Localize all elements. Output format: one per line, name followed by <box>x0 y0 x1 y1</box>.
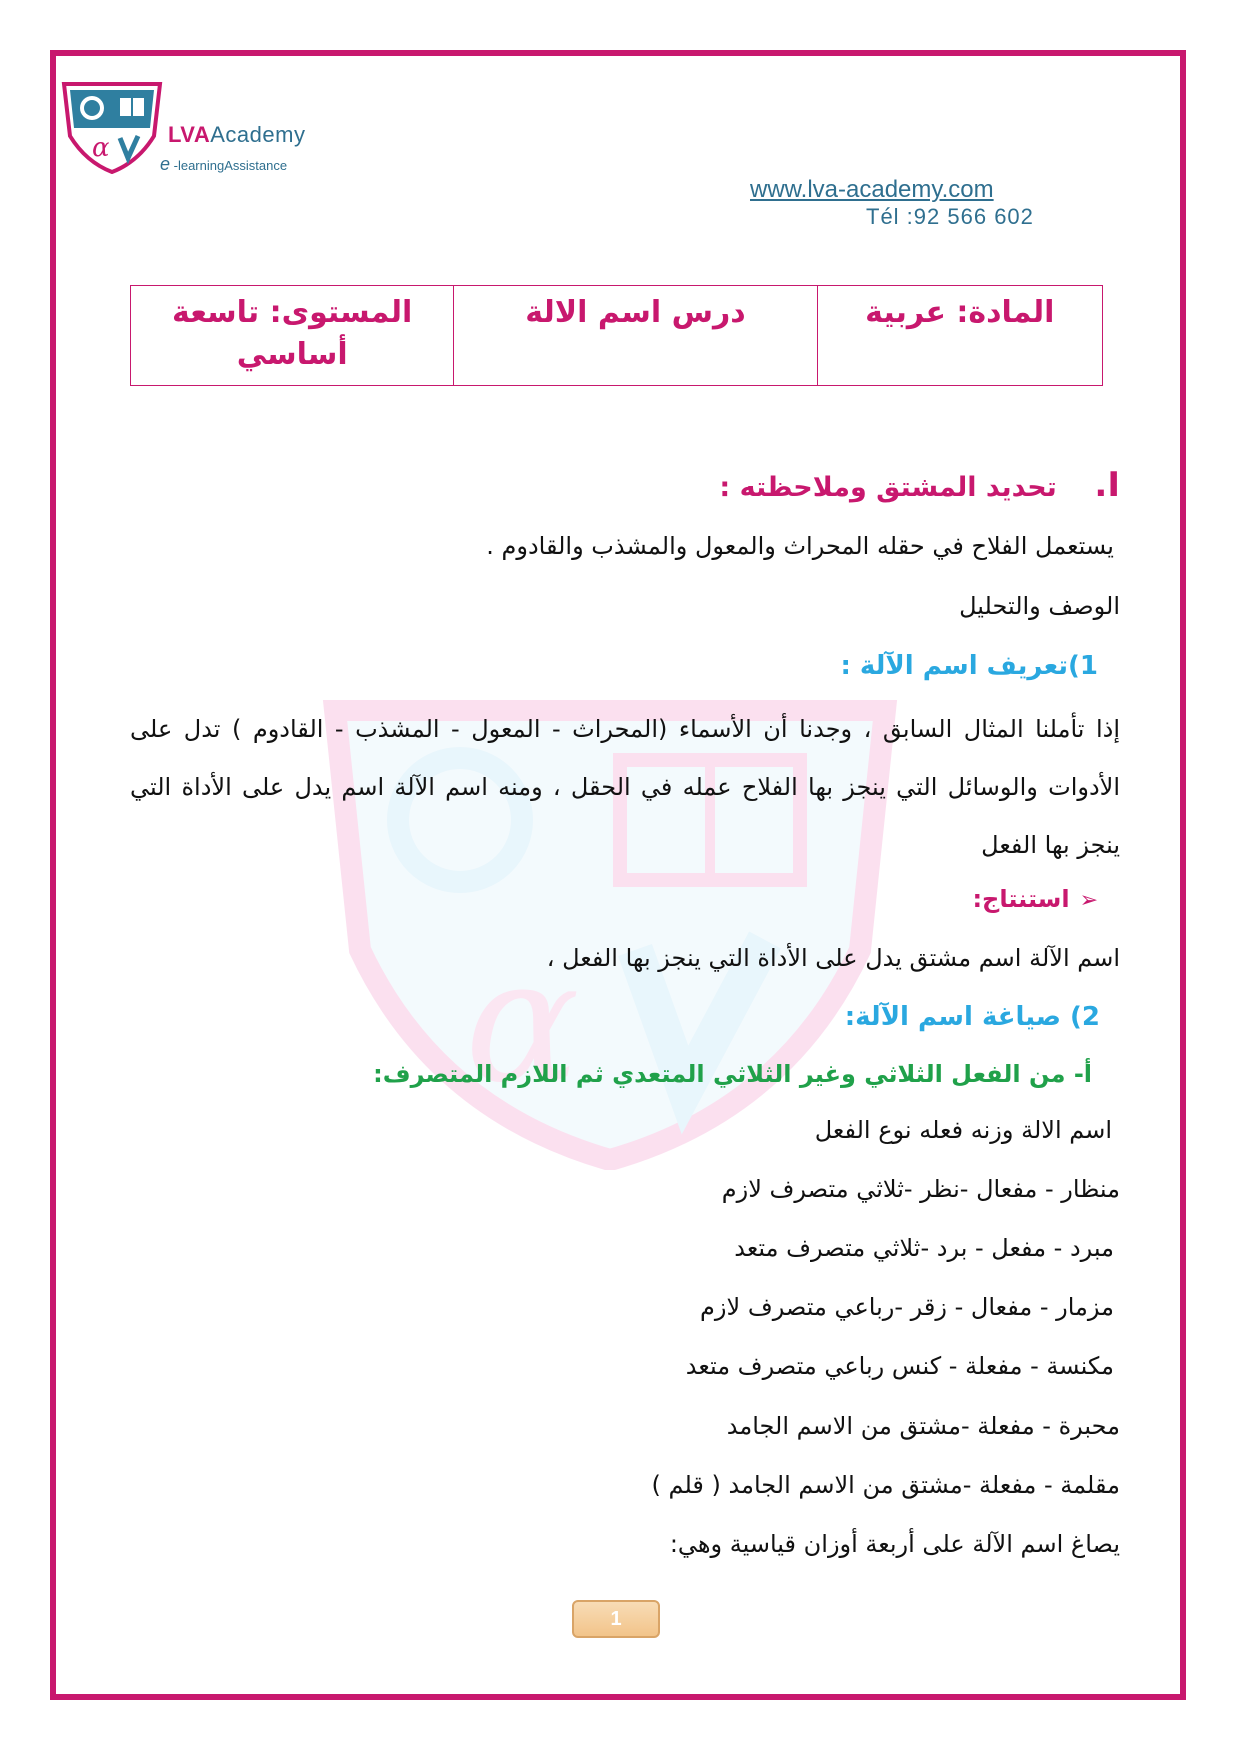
list-item: مقلمة - مفعلة -مشتق من الاسم الجامد ( قلم ) <box>651 1471 1120 1499</box>
definition-text: إذا تأملنا المثال السابق ، وجدنا أن الأسماء (المحراث - المعول - المشذب - القادوم ) تدل على الأدوات والوسائل التي ينجز بها الفلاح عمله في الحقل ، ومنه اسم الآلة اسم يدل على الأداة التي ينجز بها الفعل <box>130 715 1120 859</box>
conclusion-heading: ➢استنتاج: <box>972 885 1098 913</box>
phone-number: Tél :92 566 602 <box>866 204 1034 229</box>
brand-tagline: e -learningAssistance <box>160 154 288 174</box>
subsection-a-heading: أ- من الفعل الثلاثي وغير الثلاثي المتعدي ثم اللازم المتصرف: <box>373 1060 1092 1088</box>
subject-cell: المادة: عربية <box>817 286 1102 385</box>
lva-shield-logo-icon <box>58 78 166 174</box>
lesson-info-table <box>130 285 1103 386</box>
brand-name: LVAAcademy <box>168 122 306 147</box>
analysis-label: الوصف والتحليل <box>959 592 1120 620</box>
table-head-line: اسم الالة وزنه فعله نوع الفعل <box>814 1116 1112 1144</box>
section-2-heading: 2) صياغة اسم الآلة: <box>844 1002 1100 1032</box>
website-link[interactable]: www.lva-academy.com <box>750 176 994 203</box>
level-cell: المستوى: تاسعة أساسي <box>172 295 413 372</box>
section-1-heading: I. تحديد المشتق وملاحظته : <box>719 465 1120 505</box>
arrow-bullet-icon: ➢ <box>1079 888 1098 913</box>
example-sentence: يستعمل الفلاح في حقله المحراث والمعول والمشذب والقادوم . <box>486 532 1114 560</box>
list-item: منظار - مفعال -نظر -ثلاثي متصرف لازم <box>721 1175 1120 1203</box>
list-item: محبرة - مفعلة -مشتق من الاسم الجامد <box>726 1412 1120 1440</box>
list-item: مكنسة - مفعلة - كنس رباعي متصرف متعد <box>685 1352 1114 1380</box>
definition-heading: 1)تعريف اسم الآلة : <box>840 651 1098 681</box>
list-item: مزمار - مفعال - زقر -رباعي متصرف لازم <box>700 1293 1114 1321</box>
closing-line: يصاغ اسم الآلة على أربعة أوزان قياسية وهي: <box>669 1530 1120 1558</box>
list-item: مبرد - مفعل - برد -ثلاثي متصرف متعد <box>734 1234 1114 1262</box>
svg-text:α: α <box>465 923 580 1121</box>
page-number-badge: 1 <box>572 1600 660 1638</box>
svg-text:α: α <box>92 133 110 163</box>
lesson-cell: درس اسم الالة <box>453 286 816 385</box>
conclusion-text: اسم الآلة اسم مشتق يدل على الأداة التي ينجز بها الفعل ، <box>546 944 1120 972</box>
